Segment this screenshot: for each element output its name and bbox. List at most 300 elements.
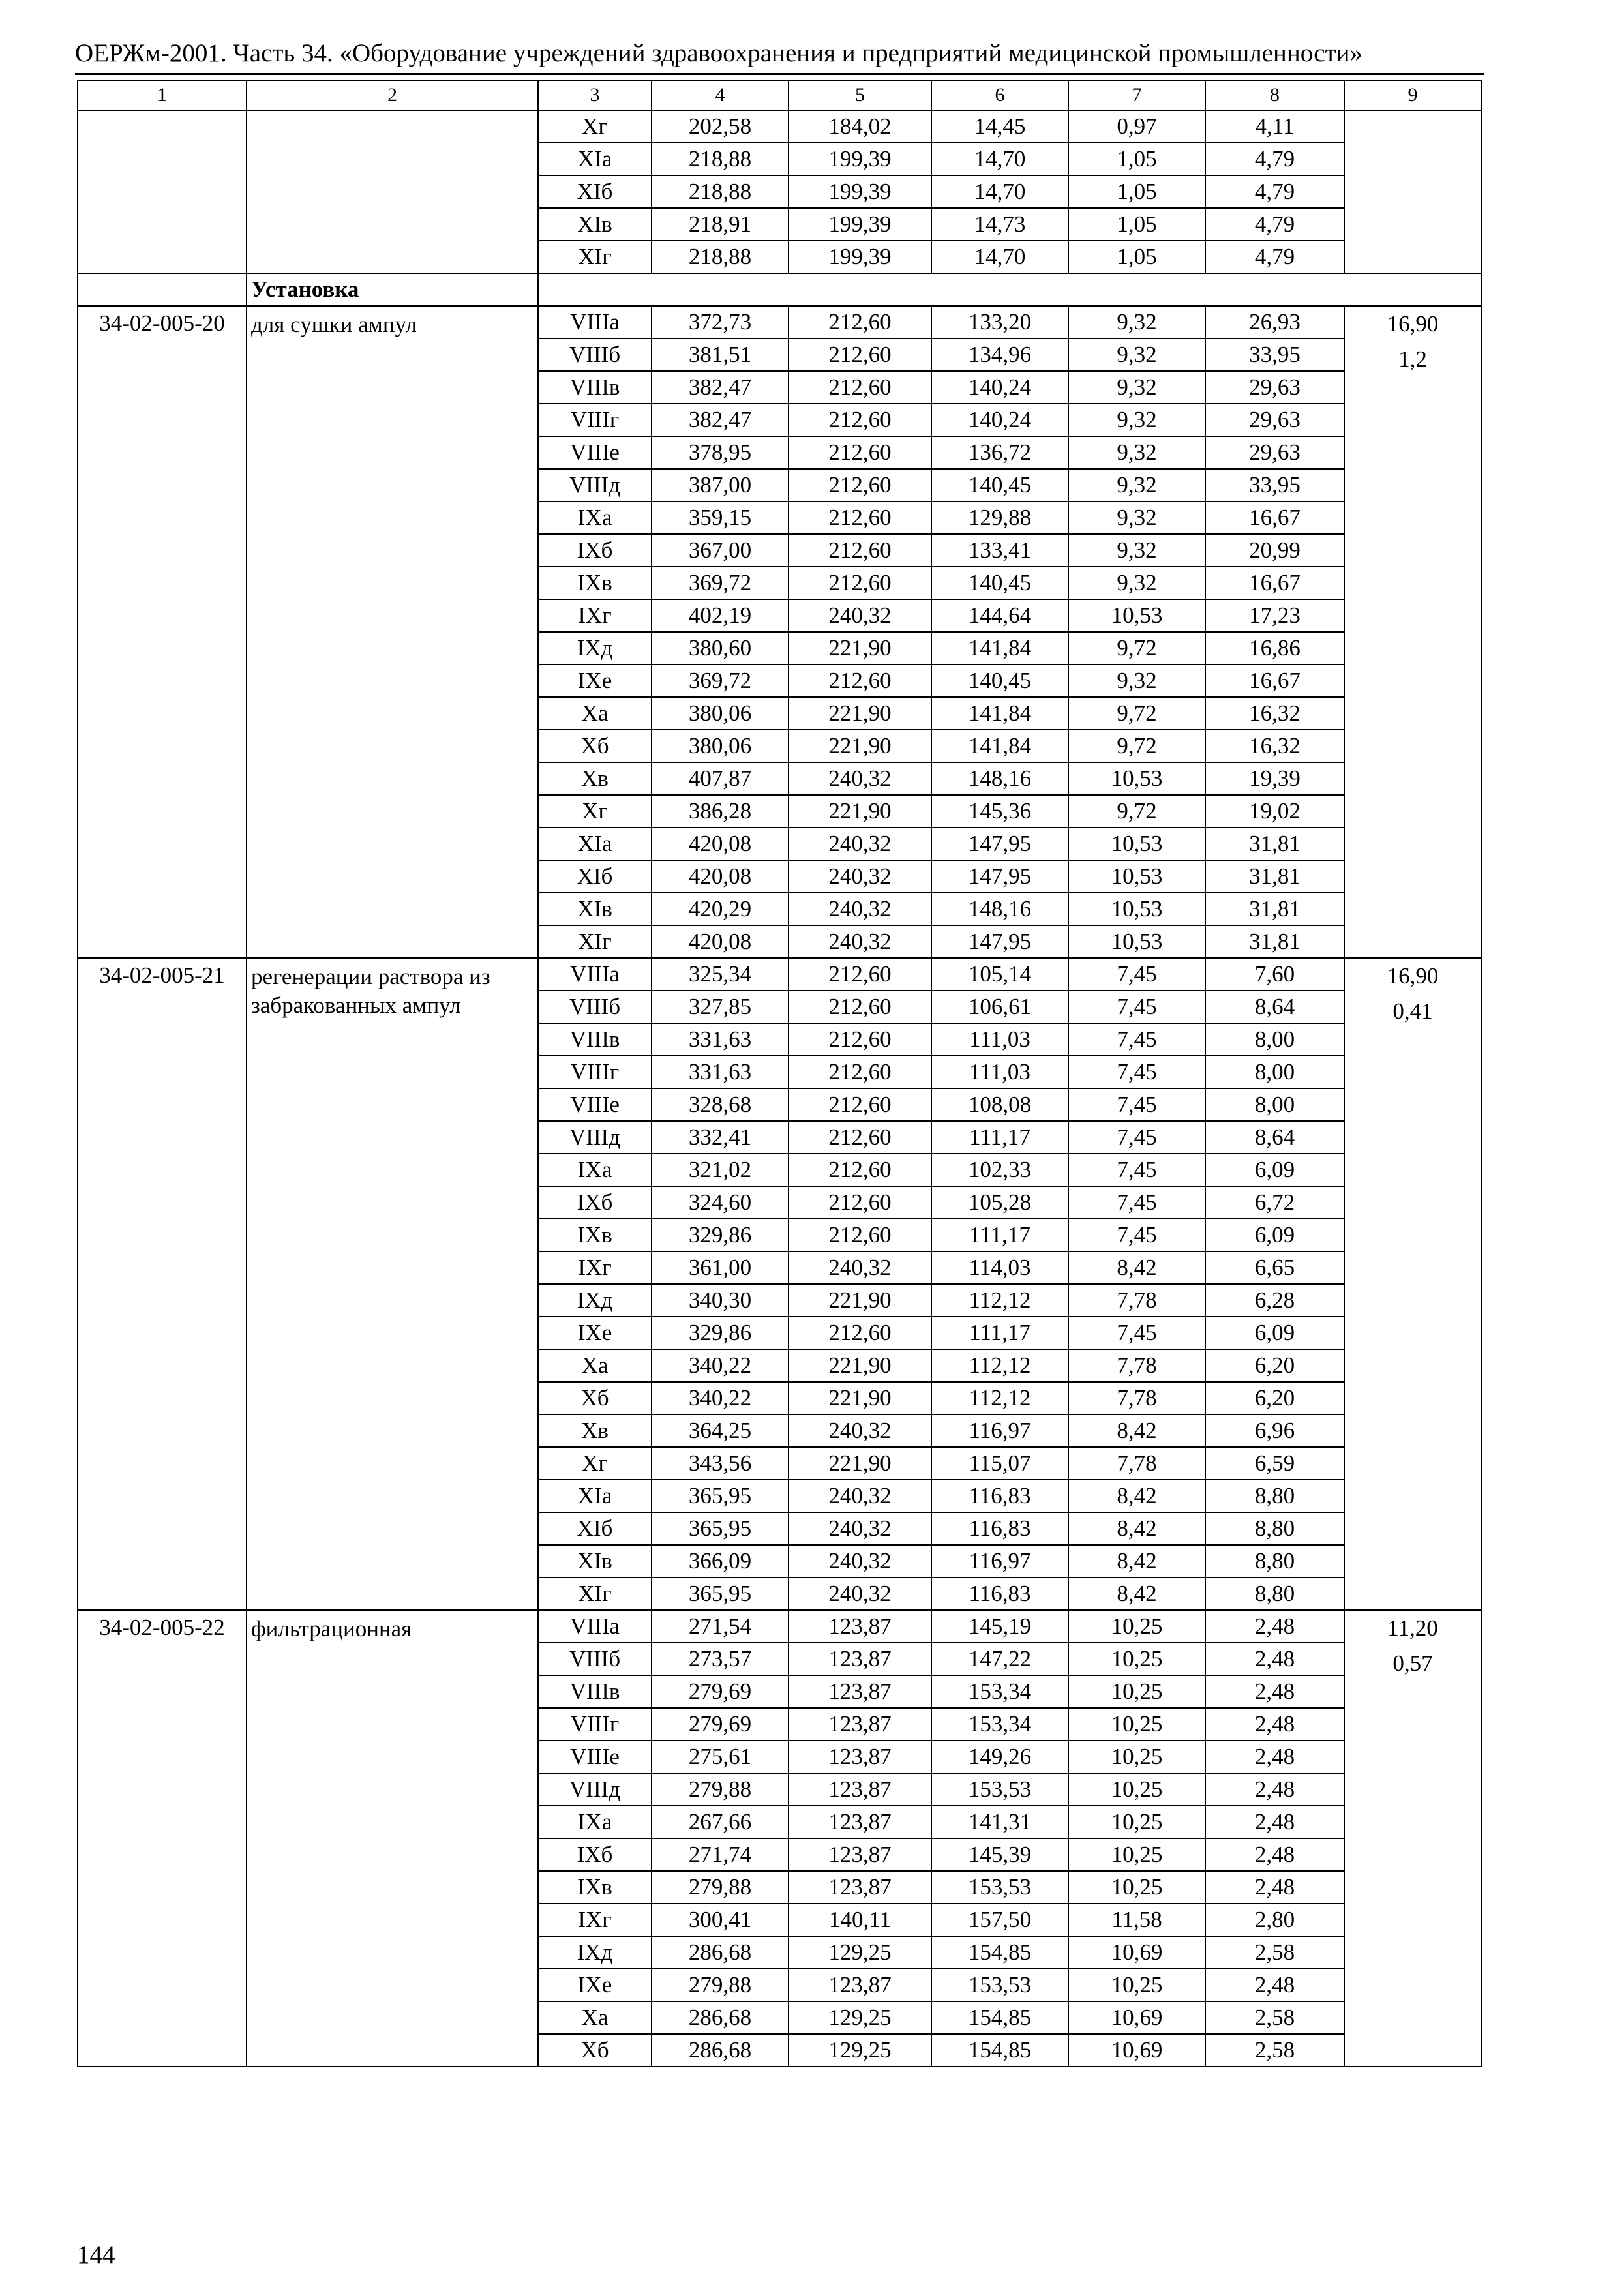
table-cell: 144,64 <box>931 599 1068 632</box>
table-cell: 2,48 <box>1205 1610 1344 1643</box>
col9-value: 1,2 <box>1398 346 1427 372</box>
table-cell: 16,32 <box>1205 697 1344 730</box>
table-cell: 112,12 <box>931 1284 1068 1317</box>
table-cell: 148,16 <box>931 762 1068 795</box>
table-cell: XIб <box>538 1512 652 1545</box>
table-cell: 240,32 <box>789 1480 931 1512</box>
table-cell: 153,34 <box>931 1675 1068 1708</box>
table-cell: 10,25 <box>1068 1610 1205 1643</box>
table-cell: 279,69 <box>652 1708 789 1741</box>
resource-name: регенерации раствора из забракованных ампул <box>247 958 538 1610</box>
table-cell: 147,95 <box>931 860 1068 893</box>
table-cell: 1,05 <box>1068 241 1205 273</box>
table-cell: XIа <box>538 143 652 175</box>
table-cell: 123,87 <box>789 1969 931 2001</box>
table-cell: 129,25 <box>789 1936 931 1969</box>
table-cell: 14,70 <box>931 175 1068 208</box>
table-cell: VIIIв <box>538 1675 652 1708</box>
table-cell: 16,67 <box>1205 665 1344 697</box>
table-cell: 212,60 <box>789 1056 931 1088</box>
table-cell: 240,32 <box>789 925 931 958</box>
table-cell: 2,48 <box>1205 1643 1344 1675</box>
table-cell: 10,25 <box>1068 1643 1205 1675</box>
table-cell: 145,39 <box>931 1838 1068 1871</box>
table-cell: 140,45 <box>931 665 1068 697</box>
table-cell: 2,48 <box>1205 1741 1344 1773</box>
table-row <box>78 958 1481 991</box>
table-cell: 9,72 <box>1068 795 1205 828</box>
empty-cell <box>538 273 1481 306</box>
table-cell: VIIIг <box>538 1708 652 1741</box>
table-cell: 300,41 <box>652 1904 789 1936</box>
table-cell: Xа <box>538 2001 652 2034</box>
table-cell: 7,78 <box>1068 1382 1205 1414</box>
table-cell: 9,72 <box>1068 697 1205 730</box>
table-cell: 10,53 <box>1068 762 1205 795</box>
table-cell: 123,87 <box>789 1838 931 1871</box>
table-row <box>78 306 1481 338</box>
table-cell: 10,53 <box>1068 828 1205 860</box>
table-cell: 240,32 <box>789 893 931 925</box>
table-cell: 116,97 <box>931 1414 1068 1447</box>
table-cell: VIIIг <box>538 1056 652 1088</box>
table-cell: 380,06 <box>652 730 789 762</box>
table-cell: 212,60 <box>789 404 931 436</box>
table-cell: IXб <box>538 534 652 567</box>
table-cell: 2,58 <box>1205 2001 1344 2034</box>
column-number: 3 <box>538 80 652 110</box>
resource-name <box>247 110 538 273</box>
table-cell: 271,74 <box>652 1838 789 1871</box>
table-cell: 140,24 <box>931 404 1068 436</box>
table-cell: 212,60 <box>789 371 931 404</box>
table-cell: 19,39 <box>1205 762 1344 795</box>
table-cell: 7,45 <box>1068 1154 1205 1186</box>
table-cell: VIIIд <box>538 1121 652 1154</box>
table-cell: XIб <box>538 860 652 893</box>
table-cell: Xб <box>538 1382 652 1414</box>
table-cell: 365,95 <box>652 1480 789 1512</box>
table-cell: 212,60 <box>789 1219 931 1251</box>
table-cell: 10,25 <box>1068 1773 1205 1806</box>
table-cell: 202,58 <box>652 110 789 143</box>
table-cell: 240,32 <box>789 1545 931 1578</box>
table-cell: 1,05 <box>1068 143 1205 175</box>
table-cell: 10,53 <box>1068 599 1205 632</box>
table-cell: XIв <box>538 893 652 925</box>
table-cell: IXд <box>538 1284 652 1317</box>
table-cell: 116,97 <box>931 1545 1068 1578</box>
table-cell: 4,79 <box>1205 143 1344 175</box>
table-cell: 2,48 <box>1205 1806 1344 1838</box>
table-cell: 365,95 <box>652 1512 789 1545</box>
table-cell: 112,12 <box>931 1349 1068 1382</box>
table-cell: IXг <box>538 599 652 632</box>
table-cell: 340,22 <box>652 1382 789 1414</box>
table-cell: 123,87 <box>789 1741 931 1773</box>
col9-values <box>1344 110 1481 273</box>
table-cell: 279,88 <box>652 1773 789 1806</box>
table-cell: 8,64 <box>1205 1121 1344 1154</box>
table-cell: 8,00 <box>1205 1056 1344 1088</box>
table-cell: VIIIе <box>538 1741 652 1773</box>
table-cell: 6,59 <box>1205 1447 1344 1480</box>
table-cell: 4,11 <box>1205 110 1344 143</box>
table-cell: 9,32 <box>1068 436 1205 469</box>
table-cell: 9,32 <box>1068 371 1205 404</box>
table-cell: 154,85 <box>931 2034 1068 2067</box>
table-cell: 14,70 <box>931 241 1068 273</box>
table-cell: IXа <box>538 1154 652 1186</box>
table-cell: IXе <box>538 665 652 697</box>
table-cell: 2,48 <box>1205 1871 1344 1904</box>
table-cell: 212,60 <box>789 1121 931 1154</box>
column-number: 1 <box>78 80 247 110</box>
table-cell: 133,41 <box>931 534 1068 567</box>
table-cell: 240,32 <box>789 1512 931 1545</box>
table-cell: 7,45 <box>1068 1219 1205 1251</box>
table-cell: 212,60 <box>789 501 931 534</box>
page-number: 144 <box>77 2241 115 2269</box>
table-cell: 386,28 <box>652 795 789 828</box>
table-cell: 102,33 <box>931 1154 1068 1186</box>
table-cell: 105,14 <box>931 958 1068 991</box>
table-cell: 212,60 <box>789 567 931 599</box>
table-cell: 133,20 <box>931 306 1068 338</box>
table-cell: 279,69 <box>652 1675 789 1708</box>
table-cell: 9,32 <box>1068 404 1205 436</box>
table-cell: 2,58 <box>1205 1936 1344 1969</box>
table-cell: 141,84 <box>931 730 1068 762</box>
table-cell: 7,45 <box>1068 1186 1205 1219</box>
table-cell: 364,25 <box>652 1414 789 1447</box>
table-cell: 275,61 <box>652 1741 789 1773</box>
table-cell: 31,81 <box>1205 828 1344 860</box>
table-cell: 8,42 <box>1068 1545 1205 1578</box>
table-cell: 8,42 <box>1068 1480 1205 1512</box>
table-cell: 6,20 <box>1205 1382 1344 1414</box>
table-cell: 331,63 <box>652 1023 789 1056</box>
table-cell: Xв <box>538 762 652 795</box>
table-cell: 9,32 <box>1068 338 1205 371</box>
table-cell: Xа <box>538 697 652 730</box>
column-number: 5 <box>789 80 931 110</box>
table-cell: 212,60 <box>789 1023 931 1056</box>
table-cell: 10,25 <box>1068 1871 1205 1904</box>
table-cell: 10,25 <box>1068 1969 1205 2001</box>
table-cell: 9,72 <box>1068 632 1205 665</box>
table-cell: 212,60 <box>789 1186 931 1219</box>
table-cell: 7,45 <box>1068 1023 1205 1056</box>
table-cell: Xг <box>538 1447 652 1480</box>
table-cell: XIг <box>538 241 652 273</box>
table-cell: 6,09 <box>1205 1154 1344 1186</box>
table-cell: 153,34 <box>931 1708 1068 1741</box>
table-cell: 331,63 <box>652 1056 789 1088</box>
table-cell: 29,63 <box>1205 436 1344 469</box>
table-cell: 361,00 <box>652 1251 789 1284</box>
table-cell: 16,67 <box>1205 567 1344 599</box>
table-cell: 7,45 <box>1068 991 1205 1023</box>
table-cell: VIIIа <box>538 958 652 991</box>
table-cell: 7,45 <box>1068 958 1205 991</box>
table-cell: 365,95 <box>652 1578 789 1610</box>
table-cell: IXв <box>538 567 652 599</box>
header-rule <box>75 73 1484 75</box>
table-cell: 111,17 <box>931 1219 1068 1251</box>
table-cell: 324,60 <box>652 1186 789 1219</box>
table-cell: 6,72 <box>1205 1186 1344 1219</box>
table-cell: 7,45 <box>1068 1317 1205 1349</box>
page-header: ОЕРЖм-2001. Часть 34. «Оборудование учреждений здравоохранения и предприятий медицинской промышленности» <box>75 39 1362 67</box>
table-cell: 10,69 <box>1068 2001 1205 2034</box>
table-cell: VIIIв <box>538 1023 652 1056</box>
col9-values <box>1344 958 1481 1610</box>
table-cell: IXб <box>538 1838 652 1871</box>
table-cell: 140,45 <box>931 567 1068 599</box>
table-cell: IXа <box>538 1806 652 1838</box>
table-cell: 240,32 <box>789 860 931 893</box>
table-cell: 114,03 <box>931 1251 1068 1284</box>
table-cell: 212,60 <box>789 991 931 1023</box>
table-cell: 123,87 <box>789 1871 931 1904</box>
table-cell: 145,19 <box>931 1610 1068 1643</box>
table-cell: 1,05 <box>1068 175 1205 208</box>
table-cell: 221,90 <box>789 1447 931 1480</box>
table-cell: 112,12 <box>931 1382 1068 1414</box>
table-cell: 367,00 <box>652 534 789 567</box>
table-cell: 199,39 <box>789 241 931 273</box>
table-cell: 340,22 <box>652 1349 789 1382</box>
table-cell: 380,06 <box>652 697 789 730</box>
table-cell: 240,32 <box>789 1578 931 1610</box>
table-cell: 7,78 <box>1068 1447 1205 1480</box>
table-cell: 7,45 <box>1068 1056 1205 1088</box>
table-cell: 359,15 <box>652 501 789 534</box>
table-row <box>78 110 1481 143</box>
table-cell: IXб <box>538 1186 652 1219</box>
table-cell: 9,32 <box>1068 567 1205 599</box>
table-cell: 26,93 <box>1205 306 1344 338</box>
table-cell: 29,63 <box>1205 404 1344 436</box>
price-table <box>77 80 1482 2067</box>
table-cell: 10,25 <box>1068 1806 1205 1838</box>
table-cell: 116,83 <box>931 1578 1068 1610</box>
table-cell: 325,34 <box>652 958 789 991</box>
table-cell: 141,31 <box>931 1806 1068 1838</box>
table-cell: XIг <box>538 925 652 958</box>
table-cell: 267,66 <box>652 1806 789 1838</box>
table-cell: 420,08 <box>652 860 789 893</box>
table-cell: 147,95 <box>931 828 1068 860</box>
table-cell: 10,69 <box>1068 2034 1205 2067</box>
table-cell: 2,48 <box>1205 1969 1344 2001</box>
table-cell: 199,39 <box>789 175 931 208</box>
table-cell: 157,50 <box>931 1904 1068 1936</box>
table-cell: Xб <box>538 730 652 762</box>
table-cell: 369,72 <box>652 665 789 697</box>
table-cell: 115,07 <box>931 1447 1068 1480</box>
table-cell: 8,42 <box>1068 1414 1205 1447</box>
table-cell: XIг <box>538 1578 652 1610</box>
table-cell: XIв <box>538 1545 652 1578</box>
table-cell: VIIIе <box>538 436 652 469</box>
table-cell: 8,00 <box>1205 1088 1344 1121</box>
table-cell: 153,53 <box>931 1969 1068 2001</box>
table-cell: 134,96 <box>931 338 1068 371</box>
table-cell: 8,80 <box>1205 1512 1344 1545</box>
section-row <box>78 273 1481 306</box>
table-cell: 10,25 <box>1068 1838 1205 1871</box>
table-cell: 240,32 <box>789 1251 931 1284</box>
table-cell: 19,02 <box>1205 795 1344 828</box>
column-number: 9 <box>1344 80 1481 110</box>
table-cell: 402,19 <box>652 599 789 632</box>
table-cell: 2,48 <box>1205 1708 1344 1741</box>
table-cell: 11,58 <box>1068 1904 1205 1936</box>
empty-cell <box>78 273 247 306</box>
table-cell: 6,20 <box>1205 1349 1344 1382</box>
table-cell: 1,05 <box>1068 208 1205 241</box>
table-cell: 380,60 <box>652 632 789 665</box>
table-cell: 147,95 <box>931 925 1068 958</box>
table-cell: 149,26 <box>931 1741 1068 1773</box>
table-cell: 407,87 <box>652 762 789 795</box>
table-cell: 221,90 <box>789 1382 931 1414</box>
table-cell: 116,83 <box>931 1512 1068 1545</box>
table-cell: 221,90 <box>789 795 931 828</box>
table-cell: VIIIв <box>538 371 652 404</box>
table-cell: 7,60 <box>1205 958 1344 991</box>
table-cell: 2,48 <box>1205 1675 1344 1708</box>
table-cell: 4,79 <box>1205 208 1344 241</box>
table-cell: 8,80 <box>1205 1545 1344 1578</box>
table-cell: 221,90 <box>789 1284 931 1317</box>
table-cell: 111,17 <box>931 1121 1068 1154</box>
column-number-row <box>78 80 1481 110</box>
table-row <box>78 1610 1481 1643</box>
table-cell: IXв <box>538 1871 652 1904</box>
table-cell: 123,87 <box>789 1773 931 1806</box>
column-number: 7 <box>1068 80 1205 110</box>
section-title: Установка <box>247 273 538 306</box>
table-cell: 387,00 <box>652 469 789 501</box>
table-cell: 218,88 <box>652 241 789 273</box>
table-cell: 221,90 <box>789 632 931 665</box>
table-cell: IXв <box>538 1219 652 1251</box>
col9-values <box>1344 306 1481 958</box>
table-cell: 2,48 <box>1205 1773 1344 1806</box>
table-cell: 33,95 <box>1205 469 1344 501</box>
table-cell: 17,23 <box>1205 599 1344 632</box>
table-cell: 286,68 <box>652 2001 789 2034</box>
table-cell: 6,09 <box>1205 1317 1344 1349</box>
table-cell: 106,61 <box>931 991 1068 1023</box>
table-cell: Xб <box>538 2034 652 2067</box>
table-cell: 286,68 <box>652 1936 789 1969</box>
table-cell: 4,79 <box>1205 175 1344 208</box>
table-cell: 111,17 <box>931 1317 1068 1349</box>
table-cell: 129,88 <box>931 501 1068 534</box>
table-cell: 10,53 <box>1068 893 1205 925</box>
table-cell: 10,25 <box>1068 1675 1205 1708</box>
table-cell: 212,60 <box>789 1317 931 1349</box>
table-cell: 212,60 <box>789 469 931 501</box>
col9-value: 11,20 <box>1387 1615 1438 1641</box>
table-cell: 14,45 <box>931 110 1068 143</box>
table-cell: 16,67 <box>1205 501 1344 534</box>
table-cell: 212,60 <box>789 958 931 991</box>
table-cell: 9,32 <box>1068 469 1205 501</box>
table-cell: 240,32 <box>789 1414 931 1447</box>
table-cell: 8,42 <box>1068 1578 1205 1610</box>
table-cell: 2,80 <box>1205 1904 1344 1936</box>
table-cell: 218,91 <box>652 208 789 241</box>
table-cell: 199,39 <box>789 208 931 241</box>
table-body <box>78 80 1481 2067</box>
table-cell: 271,54 <box>652 1610 789 1643</box>
table-cell: 141,84 <box>931 697 1068 730</box>
table-cell: XIб <box>538 175 652 208</box>
table-cell: VIIIг <box>538 404 652 436</box>
table-cell: 16,32 <box>1205 730 1344 762</box>
table-cell: 145,36 <box>931 795 1068 828</box>
table-cell: 9,32 <box>1068 534 1205 567</box>
table-cell: 212,60 <box>789 1088 931 1121</box>
table-cell: 20,99 <box>1205 534 1344 567</box>
col9-value: 0,57 <box>1392 1651 1433 1676</box>
table-cell: 340,30 <box>652 1284 789 1317</box>
table-cell: Xг <box>538 795 652 828</box>
table-cell: 382,47 <box>652 404 789 436</box>
table-cell: 6,28 <box>1205 1284 1344 1317</box>
table-cell: 420,08 <box>652 925 789 958</box>
col9-value: 16,90 <box>1387 963 1439 989</box>
table-cell: 140,11 <box>789 1904 931 1936</box>
table-cell: IXг <box>538 1251 652 1284</box>
table-cell: 221,90 <box>789 697 931 730</box>
table-cell: 147,22 <box>931 1643 1068 1675</box>
table-cell: 184,02 <box>789 110 931 143</box>
table-cell: XIв <box>538 208 652 241</box>
table-cell: 14,73 <box>931 208 1068 241</box>
table-cell: 279,88 <box>652 1969 789 2001</box>
column-number: 2 <box>247 80 538 110</box>
column-number: 4 <box>652 80 789 110</box>
table-cell: 31,81 <box>1205 893 1344 925</box>
table-cell: 8,80 <box>1205 1480 1344 1512</box>
table-cell: 8,42 <box>1068 1512 1205 1545</box>
col9-value: 16,90 <box>1387 311 1439 337</box>
table-cell: 279,88 <box>652 1871 789 1904</box>
table-cell: 366,09 <box>652 1545 789 1578</box>
table-cell: 381,51 <box>652 338 789 371</box>
table-cell: IXд <box>538 632 652 665</box>
table-cell: VIIIа <box>538 1610 652 1643</box>
table-cell: VIIIб <box>538 1643 652 1675</box>
table-cell: 123,87 <box>789 1806 931 1838</box>
table-cell: 240,32 <box>789 762 931 795</box>
table-cell: 136,72 <box>931 436 1068 469</box>
resource-code: 34-02-005-22 <box>78 1610 247 2067</box>
table-cell: 212,60 <box>789 338 931 371</box>
table-cell: 420,29 <box>652 893 789 925</box>
table-cell: 154,85 <box>931 2001 1068 2034</box>
column-number: 6 <box>931 80 1068 110</box>
table-cell: VIIIа <box>538 306 652 338</box>
table-cell: 9,32 <box>1068 306 1205 338</box>
table-cell: 153,53 <box>931 1773 1068 1806</box>
